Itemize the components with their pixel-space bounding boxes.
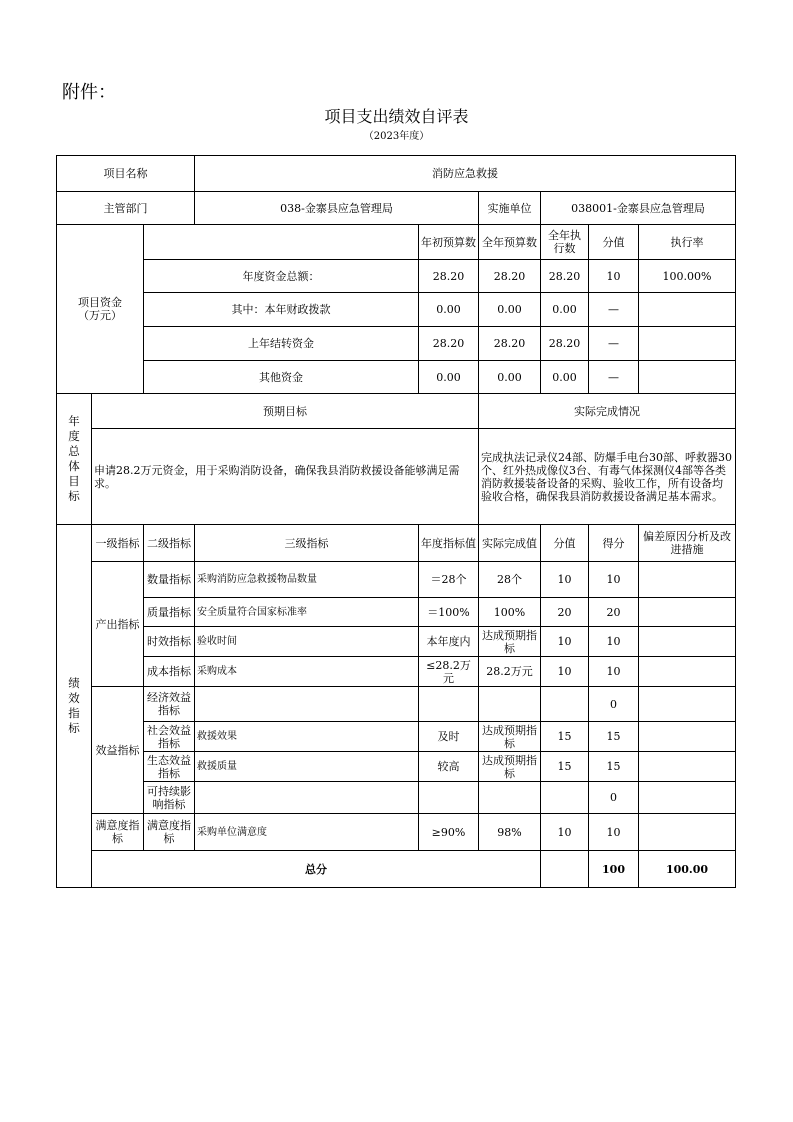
total-blank [541,851,589,888]
funds-initial: 0.00 [419,361,479,394]
funds-score: — [589,361,639,394]
funds-score: — [589,293,639,327]
funds-row-label: 其他资金 [144,361,419,394]
got-cell: 10 [589,627,639,657]
funds-full: 28.20 [479,260,541,293]
indicator-row [57,562,736,598]
goals-label [57,394,92,525]
indicator-row [57,598,736,627]
funds-score: — [589,327,639,361]
l2-cell: 经济效益指标 [144,687,195,722]
l3-cell: 验收时间 [195,627,419,657]
l2-cell: 满意度指标 [144,814,195,851]
l3-cell: 采购成本 [195,657,419,687]
funds-header-blank [144,225,419,260]
actual-goal-text: 完成执法记录仪24部、防爆手电台30部、呼救器30个、红外热成像仪3台、有毒气体探测仪4部等各类消防救援装备设备的采购、验收工作，所有设备均验收合格，确保我县消防救援设备满足基本需求。 [479,429,736,525]
funds-row [57,260,736,293]
total-label: 总分 [92,851,541,888]
attachment-label: 附件： [62,82,116,103]
l2-cell: 质量指标 [144,598,195,627]
l2-cell: 时效指标 [144,627,195,657]
col-rate: 执行率 [639,225,736,260]
funds-header-row [57,225,736,260]
l3-cell: 救援效果 [195,722,419,752]
l3-cell: 采购单位满意度 [195,814,419,851]
funds-label [57,225,144,394]
l3-cell: 采购消防应急救援物品数量 [195,562,419,598]
perf-header-row [57,525,736,562]
score-cell: 20 [541,598,589,627]
total-score: 100 [589,851,639,888]
indicator-row [57,722,736,752]
target-cell [419,687,479,722]
funds-rate [639,293,736,327]
l2-cell: 社会效益指标 [144,722,195,752]
h-l2: 二级指标 [144,525,195,562]
perf-label-text: 绩效指标 [68,676,80,735]
got-cell: 0 [589,687,639,722]
indicator-row [57,782,736,814]
impl-value: 038001-金寨县应急管理局 [541,192,736,225]
funds-row-label: 其中：本年财政拨款 [144,293,419,327]
project-name-value: 消防应急救援 [195,156,736,192]
actual-cell: 达成预期指标 [479,752,541,782]
score-cell: 15 [541,722,589,752]
got-cell: 15 [589,722,639,752]
indicator-row [57,814,736,851]
score-cell: 10 [541,657,589,687]
dept-label: 主管部门 [57,192,195,225]
reason-cell [639,722,736,752]
evaluation-table [56,155,736,888]
funds-row [57,293,736,327]
perf-label [57,525,92,888]
indicator-row [57,752,736,782]
output-label: 产出指标 [92,562,144,687]
actual-goal-header: 实际完成情况 [479,394,736,429]
col-full: 全年预算数 [479,225,541,260]
actual-cell [479,782,541,814]
l2-cell: 成本指标 [144,657,195,687]
l3-cell: 安全质量符合国家标准率 [195,598,419,627]
score-cell: 15 [541,752,589,782]
l3-cell: 救援质量 [195,752,419,782]
funds-full: 28.20 [479,327,541,361]
actual-cell: 达成预期指标 [479,627,541,657]
satisfaction-label: 满意度指标 [92,814,144,851]
funds-unit-text: （万元） [78,309,122,322]
goals-label-text: 年度总体目标 [68,414,80,503]
reason-cell [639,814,736,851]
expected-goal-text: 申请28.2万元资金，用于采购消防设备，确保我县消防救援设备能够满足需求。 [92,429,479,525]
actual-cell [479,687,541,722]
dept-row [57,192,736,225]
indicator-row [57,657,736,687]
got-cell: 0 [589,782,639,814]
funds-full: 0.00 [479,361,541,394]
funds-rate [639,327,736,361]
h-l1: 一级指标 [92,525,144,562]
year-label: （2023年度） [363,131,430,142]
target-cell: ＝28个 [419,562,479,598]
h-target: 年度指标值 [419,525,479,562]
h-l3: 三级指标 [195,525,419,562]
funds-exec: 28.20 [541,260,589,293]
l3-cell [195,782,419,814]
got-cell: 15 [589,752,639,782]
reason-cell [639,562,736,598]
col-exec: 全年执行数 [541,225,589,260]
target-cell: 较高 [419,752,479,782]
h-actual: 实际完成值 [479,525,541,562]
funds-row [57,361,736,394]
funds-rate [639,361,736,394]
l2-cell: 生态效益指标 [144,752,195,782]
got-cell: 20 [589,598,639,627]
funds-initial: 0.00 [419,293,479,327]
score-cell: 10 [541,627,589,657]
col-score: 分值 [589,225,639,260]
reason-cell [639,687,736,722]
col-initial: 年初预算数 [419,225,479,260]
total-row [57,851,736,888]
benefit-label: 效益指标 [92,687,144,814]
funds-initial: 28.20 [419,260,479,293]
reason-cell [639,598,736,627]
indicator-row [57,627,736,657]
target-cell: ≤28.2万元 [419,657,479,687]
l2-cell: 数量指标 [144,562,195,598]
funds-full: 0.00 [479,293,541,327]
funds-row-label: 年度资金总额： [144,260,419,293]
funds-initial: 28.20 [419,327,479,361]
dept-value: 038-金寨县应急管理局 [195,192,479,225]
got-cell: 10 [589,657,639,687]
funds-score: 10 [589,260,639,293]
funds-row-label: 上年结转资金 [144,327,419,361]
funds-exec: 28.20 [541,327,589,361]
got-cell: 10 [589,562,639,598]
reason-cell [639,627,736,657]
l3-cell [195,687,419,722]
actual-cell: 28个 [479,562,541,598]
funds-exec: 0.00 [541,361,589,394]
goals-header-row [57,394,736,429]
l2-cell: 可持续影响指标 [144,782,195,814]
total-got: 100.00 [639,851,736,888]
actual-cell: 98% [479,814,541,851]
funds-exec: 0.00 [541,293,589,327]
impl-label: 实施单位 [479,192,541,225]
target-cell [419,782,479,814]
target-cell: 本年度内 [419,627,479,657]
funds-label-text: 项目资金 [78,296,122,309]
goals-content-row [57,429,736,525]
score-cell: 10 [541,562,589,598]
h-reason: 偏差原因分析及改进措施 [639,525,736,562]
funds-rate: 100.00% [639,260,736,293]
reason-cell [639,657,736,687]
funds-row [57,327,736,361]
actual-cell: 28.2万元 [479,657,541,687]
got-cell: 10 [589,814,639,851]
score-cell: 10 [541,814,589,851]
expected-goal-header: 预期目标 [92,394,479,429]
reason-cell [639,782,736,814]
reason-cell [639,752,736,782]
target-cell: ＝100% [419,598,479,627]
target-cell: ≥90% [419,814,479,851]
project-name-label: 项目名称 [57,156,195,192]
score-cell [541,687,589,722]
indicator-row [57,687,736,722]
project-name-row [57,156,736,192]
page-title: 项目支出绩效自评表 [324,107,469,126]
h-score: 分值 [541,525,589,562]
target-cell: 及时 [419,722,479,752]
actual-cell: 达成预期指标 [479,722,541,752]
h-got: 得分 [589,525,639,562]
actual-cell: 100% [479,598,541,627]
score-cell [541,782,589,814]
